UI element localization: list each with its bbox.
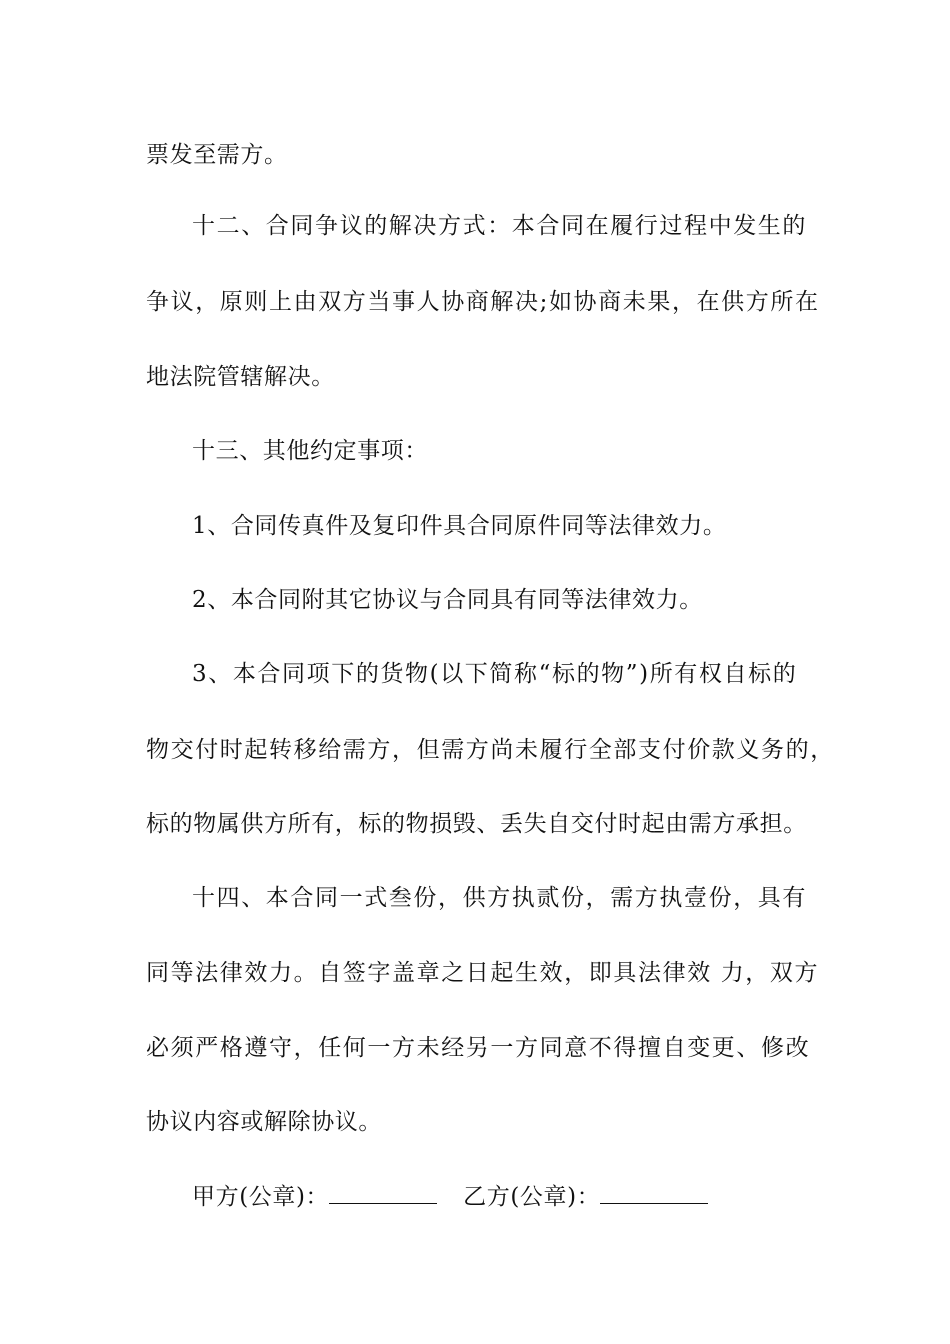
clause-12-line-1: 十二、合同争议的解决方式：本合同在履行过程中发生的 bbox=[192, 213, 807, 239]
clause-12-line-3: 地法院管辖解决。 bbox=[146, 364, 335, 390]
party-a-label: 甲方(公章)： bbox=[192, 1184, 330, 1210]
party-b-seal-blank bbox=[600, 1181, 708, 1204]
clause-14-line-1: 十四、本合同一式叁份，供方执贰份，需方执壹份，具有 bbox=[192, 885, 807, 911]
clause-14-line-4: 协议内容或解除协议。 bbox=[146, 1109, 382, 1135]
clause-13-heading: 十三、其他约定事项： bbox=[192, 438, 428, 464]
clause-13-item-3-line-2: 物交付时起转移给需方，但需方尚未履行全部支付价款义务的， bbox=[146, 737, 835, 763]
clause-14-line-2: 同等法律效力。自签字盖章之日起生效，即具法律效 力，双方 bbox=[146, 960, 820, 986]
clause-13-item-2: 2、本合同附其它协议与合同具有同等法律效力。 bbox=[192, 587, 703, 613]
party-a-seal-blank bbox=[329, 1181, 437, 1204]
clause-13-item-3-line-3: 标的物属供方所有，标的物损毁、丢失自交付时起由需方承担。 bbox=[146, 811, 807, 837]
clause-12-line-2: 争议，原则上由双方当事人协商解决;如协商未果，在供方所在 bbox=[146, 289, 820, 315]
clause-14-line-3: 必须严格遵守，任何一方未经另一方同意不得擅自变更、修改 bbox=[146, 1035, 811, 1061]
paragraph-line-1: 票发至需方。 bbox=[146, 142, 288, 168]
signature-row bbox=[192, 1181, 708, 1211]
party-b-label: 乙方(公章)： bbox=[463, 1184, 601, 1210]
clause-13-item-1: 1、合同传真件及复印件具合同原件同等法律效力。 bbox=[192, 513, 727, 539]
clause-13-item-3-line-1: 3、本合同项下的货物(以下简称“标的物”)所有权自标的 bbox=[192, 661, 798, 687]
